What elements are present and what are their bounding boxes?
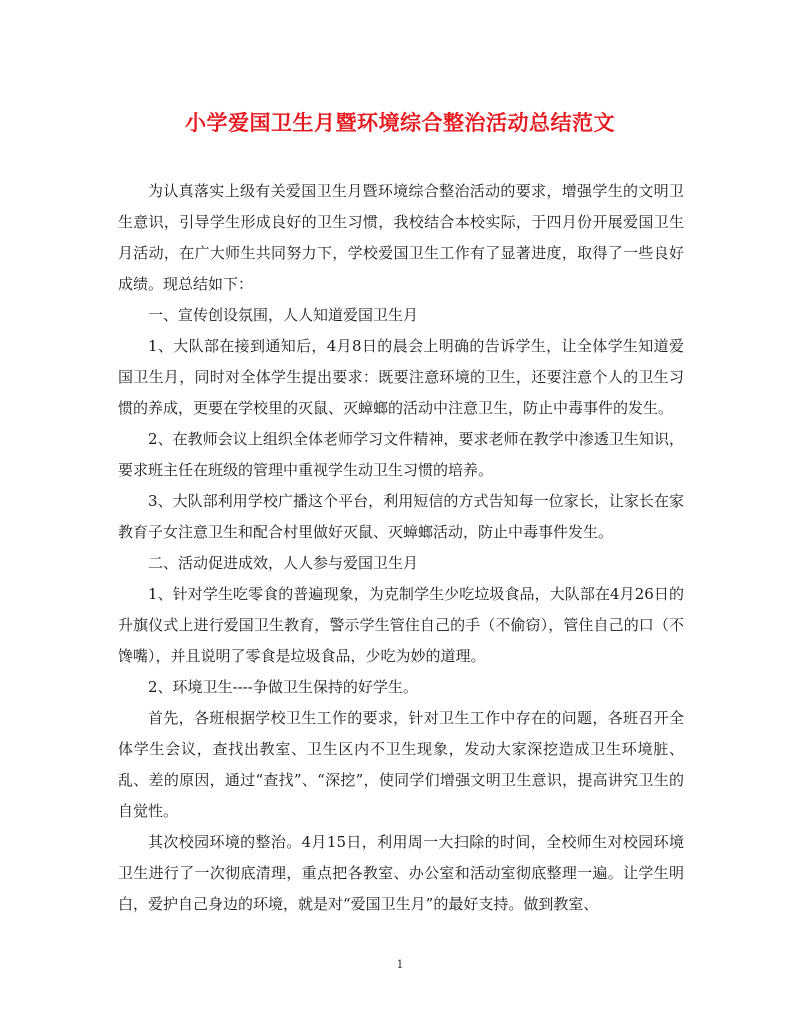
paragraph-1-2: 2、在教师会议上组织全体老师学习文件精神，要求老师在教学中渗透卫生知识，要求班主任在班级的管理中重视学生动卫生习惯的培养。 [118, 430, 684, 479]
paragraph-2-2: 2、环境卫生----争做卫生保持的好学生。 [148, 678, 418, 696]
paragraph-2-1: 1、针对学生吃零食的普遍现象，为克制学生少吃垃圾食品，大队部在4月26日的升旗仪式上进行爱国卫生教育，警示学生管住自己的手（不偷窃），管住自己的口（不馋嘴），并且说明了零食是垃圾食品，少吃为妙的道理。 [118, 585, 684, 665]
section-heading-2: 二、活动促进成效，人人参与爱国卫生月 [148, 554, 419, 572]
paragraph-intro: 为认真落实上级有关爱国卫生月暨环境综合整治活动的要求，增强学生的文明卫生意识，引导学生形成良好的卫生习惯，我校结合本校实际，于四月份开展爱国卫生月活动，在广大师生共同努力下，学校爱国卫生工作有了显著进度，取得了一些良好成绩。现总结如下： [118, 182, 684, 293]
section-heading-1: 一、宣传创设氛围，人人知道爱国卫生月 [148, 306, 419, 324]
paragraph-second: 其次校园环境的整治。4月15日，利用周一大扫除的时间，全校师生对校园环境卫生进行了一次彻底清理，重点把各教室、办公室和活动室彻底整理一遍。让学生明白，爱护自己身边的环境，就是对“爱国卫生月”的最好支持。做到教室、 [118, 833, 684, 913]
page-number: 1 [396, 958, 404, 971]
paragraph-first: 首先，各班根据学校卫生工作的要求，针对卫生工作中存在的问题，各班召开全体学生会议，查找出教室、卫生区内不卫生现象，发动大家深挖造成卫生环境脏、乱、差的原因，通过“查找”、“深挖”，使同学们增强文明卫生意识，提高讲究卫生的自觉性。 [118, 709, 684, 820]
paragraph-1-1: 1、大队部在接到通知后，4月8日的晨会上明确的告诉学生，让全体学生知道爱国卫生月，同时对全体学生提出要求：既要注意环境的卫生，还要注意个人的卫生习惯的养成，更要在学校里的灭鼠、灭蟑螂的活动中注意卫生，防止中毒事件的发生。 [118, 337, 684, 417]
document-body [118, 176, 684, 920]
paragraph-1-3: 3、大队部利用学校广播这个平台，利用短信的方式告知每一位家长，让家长在家教育子女注意卫生和配合村里做好灭鼠、灭蟑螂活动，防止中毒事件发生。 [118, 492, 684, 541]
document-title: 小学爱国卫生月暨环境综合整治活动总结范文 [185, 110, 615, 135]
